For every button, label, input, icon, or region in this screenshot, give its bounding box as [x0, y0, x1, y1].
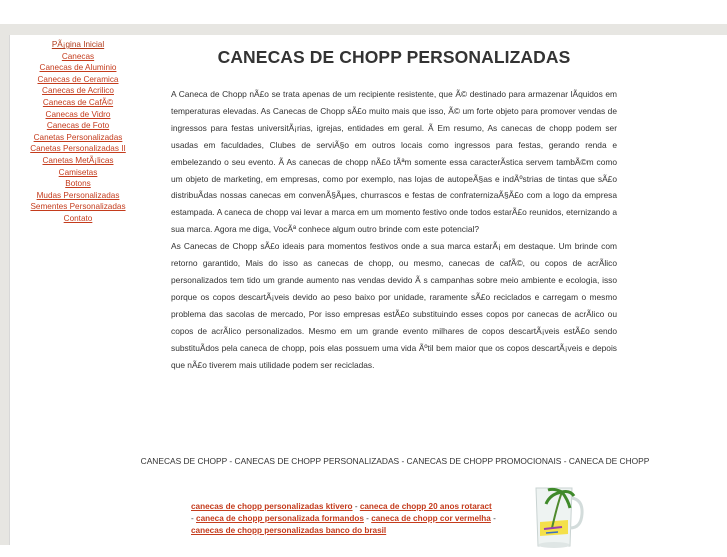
mug-photo-icon-graphic [528, 482, 584, 552]
link-separator: - [490, 513, 496, 523]
nav-link-canetas-metalicas[interactable]: Canetas MetÃ¡licas [42, 155, 114, 165]
mug-photo-icon[interactable] [528, 482, 584, 552]
nav-link-canecas-foto[interactable]: Canecas de Foto [46, 121, 110, 131]
nav-link-botons[interactable]: Botons [65, 179, 91, 189]
link-cor-vermelha[interactable]: caneca de chopp cor vermelha [371, 513, 491, 523]
nav-link-canecas-vidro[interactable]: Canecas de Vidro [45, 109, 111, 119]
nav-link-sementes-personalizadas[interactable]: Sementes Personalizadas [30, 202, 126, 212]
footer-keywords: CANECAS DE CHOPP - CANECAS DE CHOPP PERSONALIZADAS - CANECAS DE CHOPP PROMOCIONAIS - CANECA DE CHOPP [140, 456, 650, 466]
content-page [9, 35, 727, 545]
nav-link-canecas-acrilico[interactable]: Canecas de Acrilico [42, 86, 114, 96]
nav-link-canetas-personalizadas[interactable]: Canetas Personalizadas [33, 132, 123, 142]
link-formandos[interactable]: caneca de chopp personalizada formandos [196, 513, 364, 523]
nav-link-contato[interactable]: Contato [63, 213, 93, 223]
sidebar-nav [10, 39, 146, 225]
nav-link-canecas-ceramica[interactable]: Canecas de Ceramica [37, 74, 119, 84]
link-separator: - [191, 513, 197, 523]
related-links [191, 501, 531, 537]
nav-link-canecas-cafe[interactable]: Canecas de CafÃ© [42, 97, 114, 107]
nav-link-pagina-inicial[interactable]: PÃ¡gina Inicial [51, 40, 105, 49]
nav-link-mudas-personalizadas[interactable]: Mudas Personalizadas [36, 190, 120, 200]
nav-link-canecas[interactable]: Canecas [61, 51, 95, 61]
main-content [171, 35, 617, 373]
top-bar [0, 0, 727, 24]
link-banco-do-brasil[interactable]: canecas de chopp personalizadas banco do brasil [191, 525, 387, 535]
link-separator: - [352, 502, 360, 511]
second-paragraph: As Canecas de Chopp sÃ£o ideais para momentos festivos onde a sua marca estarÃ¡ em destaque. Um brinde com retorno garantido, Mais do isso as canecas de chopp, ou mesmo, canecas de cafÃ©, ou copos de acrÃlico personalizados tem tido um grande aumento nas vendas devido Ã s campanhas sobre meio ambiente e ecologia, isso porque os copos descartÃ¡veis devido ao peso baixo por unidade, raramente sÃ£o reciclados e carregam o mesmo problema das sacolas de mercado, Por isso empresas estÃ£o substituindo esses copos por canecas de acrÃlico ou copos de acrÃlico personalizados. Mesmo em um grande evento milhares de copos descartÃ¡veis estÃ£o sendo substituÃdos pela caneca de chopp, pois elas possuem uma vida Ãºtil bem maior que os copos descartÃ¡veis e depois que nÃ£o tiverem mais utilidade podem ser recicladas. [171, 241, 617, 370]
link-rotaract[interactable]: caneca de chopp 20 anos rotaract [359, 502, 492, 511]
nav-link-camisetas[interactable]: Camisetas [58, 167, 98, 177]
link-ktivero[interactable]: canecas de chopp personalizadas ktivero [191, 502, 353, 511]
nav-link-canecas-aluminio[interactable]: Canecas de Aluminio [39, 63, 117, 73]
link-separator: - [363, 513, 372, 523]
intro-paragraph: A Caneca de Chopp nÃ£o se trata apenas de um recipiente resistente, que Ã© destinado para armazenar lÃquidos em temperaturas elevadas. As Canecas de Chopp sÃ£o muito mais que isso, Ã© um forte objeto para promover vendas de ingressos para festas universitÃ¡rias, igrejas, entidades em geral. Ã Em resumo, As canecas de chopp podem ser usadas em faculdades, Clubes de serviÃ§o em outros locais como ingressos para festas, gerando renda e embelezando o seu evento. Ã As canecas de chopp nÃ£o tÃªm somente essa caracterÃstica servem tambÃ©m como um objeto de marketing, em empresas, como por exemplo, nas lojas de autopeÃ§as e indÃºstrias de tintas que sÃ£o distribuÃdas nossas canecas em convenÃ§Ãµes, churrascos e festas de confraternizaÃ§Ã£o com a logo da empresa estampada. A caneca de chopp vai levar a marca em um momento festivo onde todos estarÃ£o reunidos, eternizando a sua marca. Agora me diga, VocÃª conhece algum outro brinde com este potencial? [171, 89, 617, 235]
page-title: CANECAS DE CHOPP PERSONALIZADAS [217, 47, 571, 67]
nav-link-canetas-personalizadas-ii[interactable]: Canetas Personalizadas II [30, 144, 126, 154]
